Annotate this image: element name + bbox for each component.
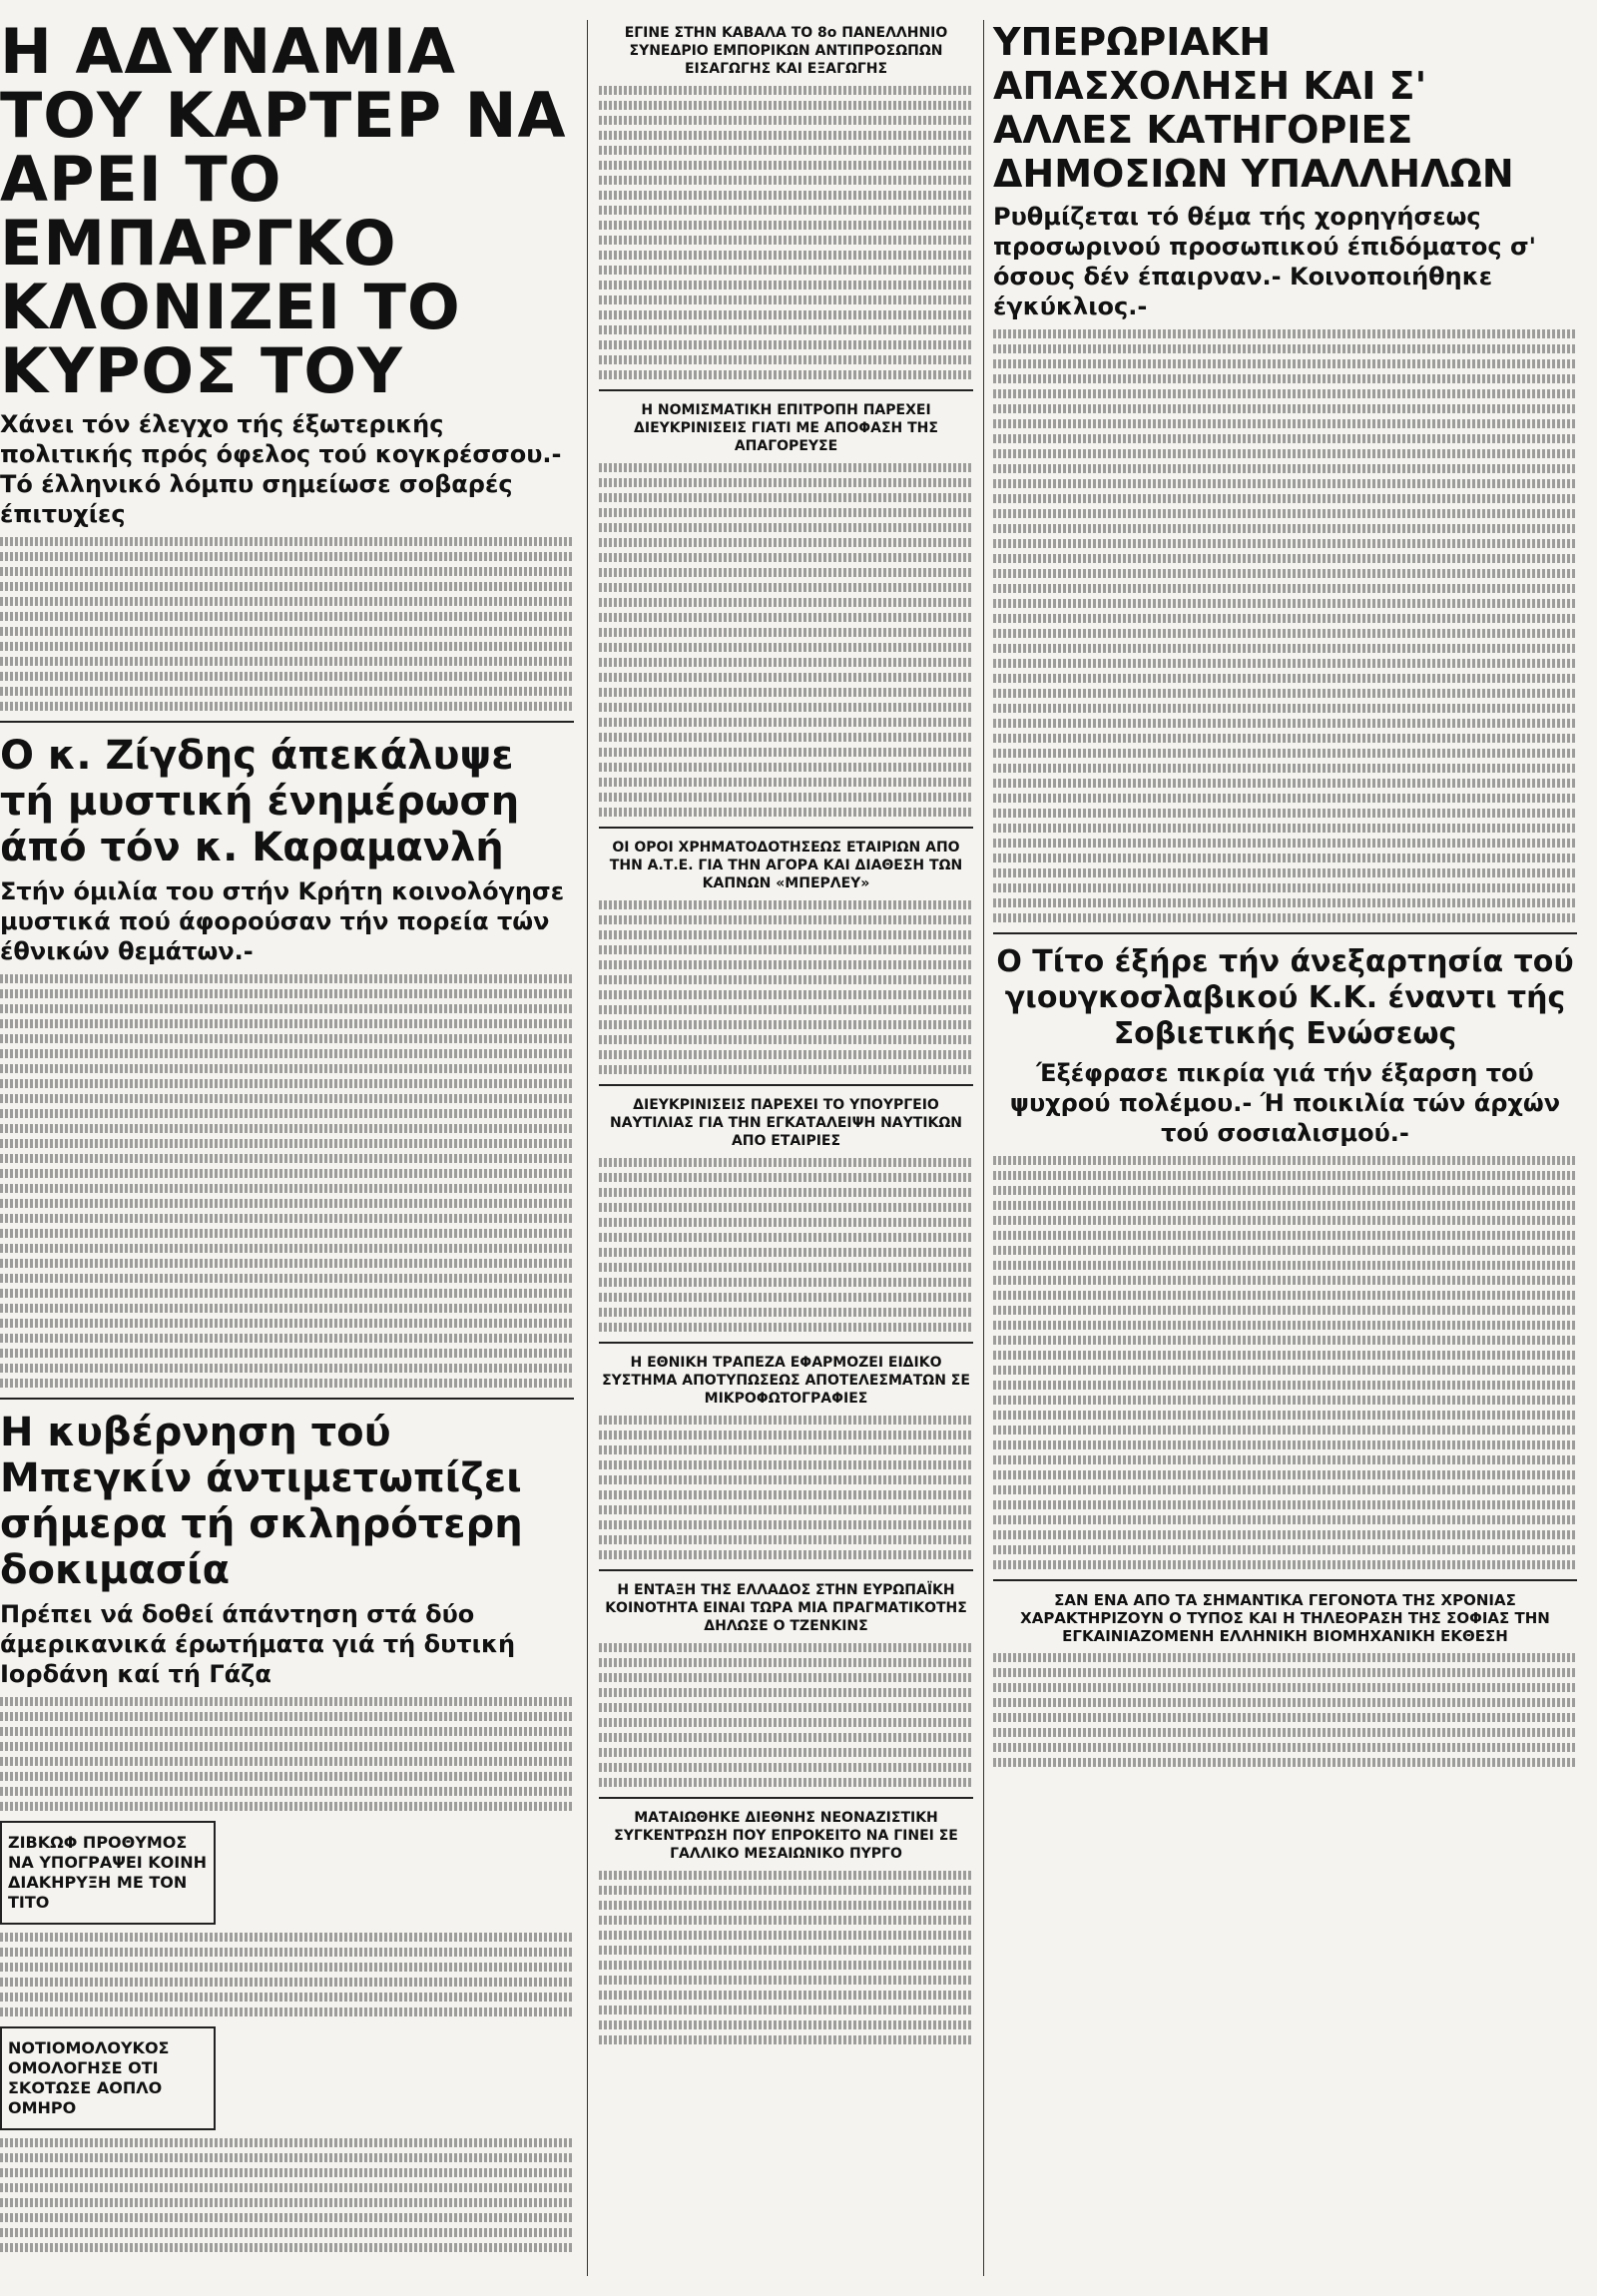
headline-zigdis: Ο κ. Ζίγδης άπεκάλυψε τή μυστική ένημέρωση άπό τόν κ. Καραμανλή	[0, 733, 520, 870]
article-body	[599, 1643, 973, 1787]
article-body	[599, 900, 973, 1074]
headline-nomismatiki: Η ΝΟΜΙΣΜΑΤΙΚΗ ΕΠΙΤΡΟΠΗ ΠΑΡΕΧΕΙ ΔΙΕΥΚΡΙΝΙΣΕΙΣ ΓΙΑΤΙ ΜΕ ΑΠΟΦΑΣΗ ΤΗΣ ΑΠΑΓΟΡΕΥΣΕ	[634, 402, 938, 454]
headline-yperoriaki: ΥΠΕΡΩΡΙΑΚΗ ΑΠΑΣΧΟΛΗΣΗ ΚΑΙ Σ' ΑΛΛΕΣ ΚΑΤΗΓΟΡΙΕΣ ΔΗΜΟΣΙΩΝ ΥΠΑΛΛΗΛΩΝ	[993, 20, 1514, 196]
center-column	[599, 20, 973, 2050]
column-rule	[983, 20, 984, 2276]
headline-ate: ΟΙ ΟΡΟΙ ΧΡΗΜΑΤΟΔΟΤΗΣΕΩΣ ΕΤΑΙΡΙΩΝ ΑΠΟ ΤΗΝ Α.Τ.Ε. ΓΙΑ ΤΗΝ ΑΓΟΡΑ ΚΑΙ ΔΙΑΘΕΣΗ ΤΩΝ ΚΑΠΝΩΝ «ΜΠΕΡΛΕΥ»	[609, 840, 963, 891]
subheadline-yperoriaki: Ρυθμίζεται τό θέμα τής χορηγήσεως προσωρινού προσωπικού έπιδόματος σ' όσους δέν έπαιρναν.- Κοινοποιήθηκε έγκύκλιος.-	[993, 203, 1537, 320]
subheadline-begin: Πρέπει νά δοθεί άπάντηση στά δύο άμερικανικά έρωτήματα γιά τή δυτική Ιορδάνη καί τή Γάζα	[0, 1600, 516, 1688]
headline-entaxi: Η ΕΝΤΑΞΗ ΤΗΣ ΕΛΛΑΔΟΣ ΣΤΗΝ ΕΥΡΩΠΑΪΚΗ ΚΟΙΝΟΤΗΤΑ ΕΙΝΑΙ ΤΩΡΑ ΜΙΑ ΠΡΑΓΜΑΤΙΚΟΤΗΣ ΔΗΛΩΣΕ Ο ΤΖΕΝΚΙΝΣ	[605, 1582, 967, 1634]
headline-carter: Η ΑΔΥΝΑΜΙΑ ΤΟΥ ΚΑΡΤΕΡ ΝΑ ΑΡΕΙ ΤΟ ΕΜΠΑΡΓΚΟ ΚΛΟΝΙΖΕΙ ΤΟ ΚΥΡΟΣ ΤΟΥ	[0, 15, 567, 407]
article-body	[599, 1416, 973, 1559]
headline-naftilia: ΔΙΕΥΚΡΙΝΙΣΕΙΣ ΠΑΡΕΧΕΙ ΤΟ ΥΠΟΥΡΓΕΙΟ ΝΑΥΤΙΛΙΑΣ ΓΙΑ ΤΗΝ ΕΓΚΑΤΑΛΕΙΨΗ ΝΑΥΤΙΚΩΝ ΑΠΟ ΕΤΑΙΡΙΕΣ	[609, 1097, 963, 1149]
box-nomologos	[0, 2026, 216, 2130]
headline-neonazi: ΜΑΤΑΙΩΘΗΚΕ ΔΙΕΘΝΗΣ ΝΕΟΝΑΖΙΣΤΙΚΗ ΣΥΓΚΕΝΤΡΩΣΗ ΠΟΥ ΕΠΡΟΚΕΙΤΟ ΝΑ ΓΙΝΕΙ ΣΕ ΓΑΛΛΙΚΟ ΜΕΣΑΙΩΝΙΚΟ ΠΥΡΓΟ	[614, 1810, 958, 1862]
article-body	[0, 974, 574, 1388]
article-body	[599, 463, 973, 817]
article-body	[0, 1697, 574, 1811]
article-body	[599, 1158, 973, 1332]
headline-kavala: ΕΓΙΝΕ ΣΤΗΝ ΚΑΒΑΛΑ ΤΟ 8ο ΠΑΝΕΛΛΗΝΙΟ ΣΥΝΕΔΡΙΟ ΕΜΠΟΡΙΚΩΝ ΑΝΤΙΠΡΟΣΩΠΩΝ ΕΙΣΑΓΩΓΗΣ ΚΑΙ ΕΞΑΓΩΓΗΣ	[624, 25, 948, 77]
headline-begin: Η κυβέρνηση τού Μπεγκίν άντιμετωπίζει σήμερα τή σκληρότερη δοκιμασία	[0, 1410, 523, 1593]
column-rule	[587, 20, 588, 2276]
left-column	[0, 15, 574, 2258]
article-body	[993, 329, 1577, 922]
article-body	[0, 1933, 574, 2016]
article-body	[993, 1653, 1577, 1767]
article-body	[993, 1156, 1577, 1569]
headline-ethniki: Η ΕΘΝΙΚΗ ΤΡΑΠΕΖΑ ΕΦΑΡΜΟΖΕΙ ΕΙΔΙΚΟ ΣΥΣΤΗΜΑ ΑΠΟΤΥΠΩΣΕΩΣ ΑΠΟΤΕΛΕΣΜΑΤΩΝ ΣΕ ΜΙΚΡΟΦΩΤΟΓΡΑΦΙΕΣ	[602, 1355, 970, 1407]
subheadline-tito: Έξέφρασε πικρία γιά τήν έξαρση τού ψυχρού πολέμου.- Ή ποικιλία τών άρχών τού σοσιαλισμού.-	[1009, 1059, 1561, 1147]
box-nomologos-title: ΝΟΤΙΟΜΟΛΟΥΚΟΣ ΟΜΟΛΟΓΗΣΕ ΟΤΙ ΣΚΟΤΩΣΕ ΑΟΠΛΟ ΟΜΗΡΟ	[8, 2038, 170, 2117]
headline-tito: Ο Τίτο έξήρε τήν άνεξαρτησία τού γιουγκοσλαβικού Κ.Κ. έναντι τής Σοβιετικής Ενώσεως	[996, 944, 1574, 1051]
right-column	[993, 20, 1577, 1773]
article-body	[0, 2138, 574, 2252]
box-zivkov-title: ΖΙΒΚΩΦ ΠΡΟΘΥΜΟΣ ΝΑ ΥΠΟΓΡΑΨΕΙ ΚΟΙΝΗ ΔΙΑΚΗΡΥΞΗ ΜΕ ΤΟΝ ΤΙΤΟ	[8, 1833, 208, 1912]
article-body	[599, 86, 973, 379]
box-zivkov	[0, 1821, 216, 1925]
subheadline-carter: Χάνει τόν έλεγχο τής έξωτερικής πολιτικής πρός όφελος τού κογκρέσσου.- Τό έλληνικό λόμπυ σημείωσε σοβαρές έπιτυχίες	[0, 410, 562, 528]
article-body	[599, 1871, 973, 2044]
subheadline-zigdis: Στήν όμιλία του στήν Κρήτη κοινολόγησε μυστικά πού άφορούσαν τήν πορεία τών έθνικών θεμάτων.-	[0, 877, 565, 965]
article-body	[0, 537, 574, 711]
headline-sofia: ΣΑΝ ΕΝΑ ΑΠΟ ΤΑ ΣΗΜΑΝΤΙΚΑ ΓΕΓΟΝΟΤΑ ΤΗΣ ΧΡΟΝΙΑΣ ΧΑΡΑΚΤΗΡΙΖΟΥΝ Ο ΤΥΠΟΣ ΚΑΙ Η ΤΗΛΕΟΡΑΣΗ ΤΗΣ ΣΟΦΙΑΣ ΤΗΝ ΕΓΚΑΙΝΙΑΖΟΜΕΝΗ ΕΛΛΗΝΙΚΗ ΒΙΟΜΗΧΑΝΙΚΗ ΕΚΘΕΣΗ	[1020, 1591, 1550, 1645]
